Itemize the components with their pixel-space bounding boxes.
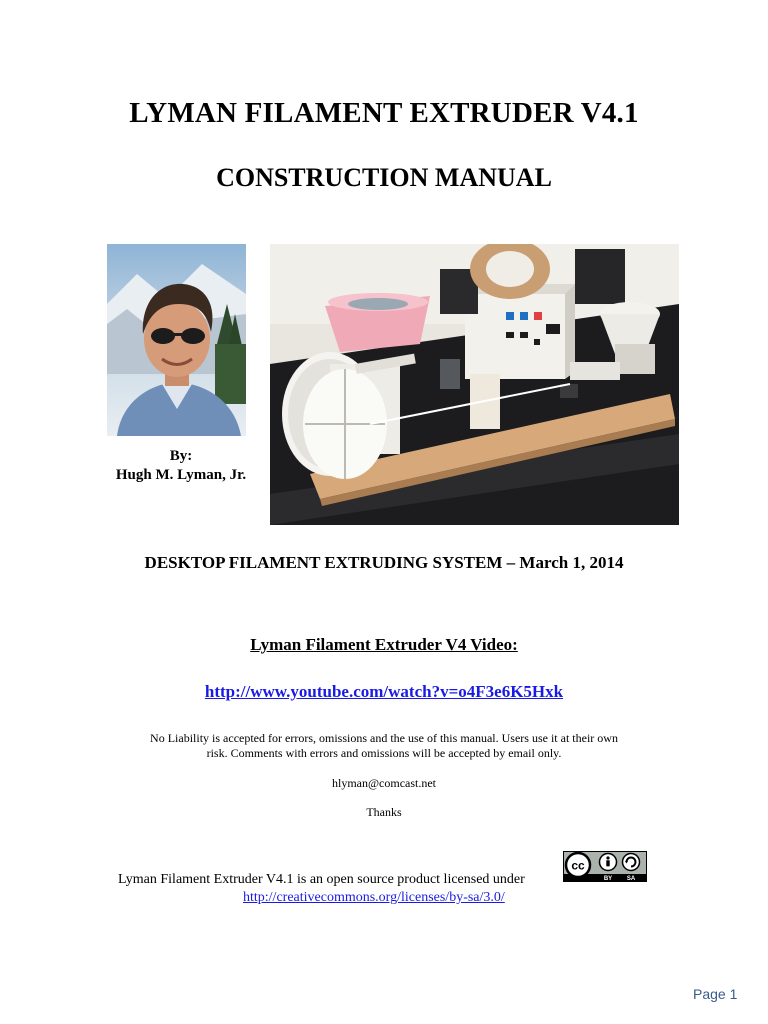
extruder-machine-image (270, 244, 679, 525)
svg-text:cc: cc (571, 858, 585, 873)
system-description: DESKTOP FILAMENT EXTRUDING SYSTEM – March 1, 2014 (144, 553, 624, 572)
cc-badge-icon (563, 851, 647, 882)
author-portrait-photo (107, 244, 246, 436)
document-subtitle: CONSTRUCTION MANUAL (216, 163, 552, 192)
author-name: Hugh M. Lyman, Jr. (115, 467, 247, 483)
cc-by-sa-badge (563, 851, 647, 882)
liability-disclaimer: No Liability is accepted for errors, omissions and the use of this manual. Users use it at their own risk. Comments with errors and omissions will be accepted by email only. (150, 731, 618, 760)
license-statement: Lyman Filament Extruder V4.1 is an open source product licensed under (118, 872, 525, 887)
cc-badge-by-label: BY (603, 876, 613, 882)
author-byline (96, 447, 266, 485)
page-number: Page 1 (693, 986, 738, 1002)
license-link[interactable]: http://creativecommons.org/licenses/by-sa/3.0/ (243, 890, 505, 905)
cc-badge-sa-label: SA (626, 876, 636, 882)
thanks-text: Thanks (366, 805, 402, 819)
contact-email: hlyman@comcast.net (331, 776, 437, 790)
video-link[interactable]: http://www.youtube.com/watch?v=o4F3e6K5Hxk (204, 682, 564, 701)
author-portrait-image (107, 244, 246, 436)
document-title: LYMAN FILAMENT EXTRUDER V4.1 (129, 97, 639, 129)
byline-label: By: (169, 448, 193, 464)
extruder-machine-photo (270, 244, 679, 525)
video-heading: Lyman Filament Extruder V4 Video: (250, 635, 518, 654)
